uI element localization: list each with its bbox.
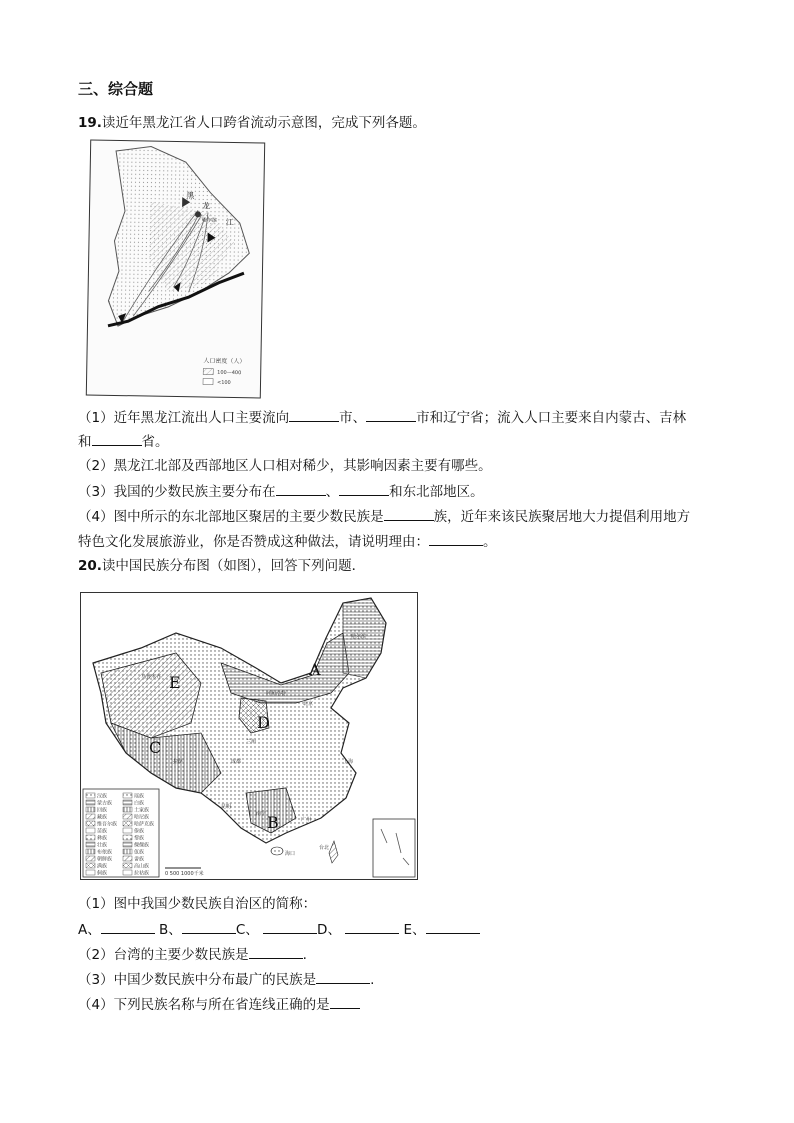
answer-blank-d[interactable] [345,919,399,934]
legend-swatch [86,814,95,819]
legend-label: 回族 [97,807,108,814]
china-ethnic-map [80,592,418,880]
scale-text: 0 500 1000千米 [165,871,204,877]
legend-swatch [86,870,95,875]
city-label: 上海 [343,759,354,765]
legend-label: 朝鲜族 [97,856,113,863]
city-label: 哈尔滨 [351,634,367,640]
legend-swatch [123,828,132,833]
question-20-number: 20. [78,558,102,574]
region-label-c: C [149,738,162,757]
q20-sub1: （1）图中我国少数民族自治区的简称： [78,896,317,912]
q19-sub4-line2: 特色文化发展旅游业，你是否赞成这种做法，请说明理由： 。 [78,531,497,552]
legend-swatch-sparse [203,378,213,384]
legend-swatch [123,849,132,854]
legend-swatch [123,835,132,840]
map-city-label: 哈尔滨 [201,217,217,224]
city-label: 兰州 [246,739,257,745]
legend-swatch [86,835,95,840]
answer-blank[interactable] [92,431,142,446]
migration-map-svg [87,141,264,398]
legend-swatch [86,807,95,812]
question-20-text: 读中国民族分布图（如图），回答下列问题． [101,558,366,574]
map-label-jiang: 江 [225,217,234,228]
legend-swatch [86,828,95,833]
map-label-hei: 黑 [186,191,195,201]
legend-label: 壮族 [97,842,108,849]
q19-sub3: （3）我国的少数民族主要分布在 、 和东北部地区。 [78,481,484,502]
ethnic-map-svg [81,593,417,879]
city-label: 成都 [231,759,242,765]
city-label: 南宁 [256,811,267,817]
south-china-sea-inset [373,819,415,877]
legend-label: 苗族 [97,828,108,835]
legend-swatch-dense [203,368,213,374]
legend-label: 汉族 [97,793,108,800]
legend-label: 哈萨克族 [134,821,155,828]
answer-blank[interactable] [330,994,360,1009]
answer-blank[interactable] [366,407,416,422]
q20-sub2: （2）台湾的主要少数民族是 . [78,944,307,965]
region-label-b: B [267,813,279,832]
section-title: 三、综合题 [78,80,154,98]
question-20-stem [78,556,365,576]
city-label: 昆明 [221,804,232,810]
answer-blank[interactable] [429,531,483,546]
legend-swatch [86,849,95,854]
q20-sub3: （3）中国少数民族中分布最广的民族是 . [78,969,374,990]
city-label: 台北 [319,845,330,851]
legend-swatch [86,821,95,826]
answer-blank-c[interactable] [263,919,317,934]
legend-label: 藏族 [97,814,108,821]
legend-swatch [123,793,132,798]
q20-sub1-answers: A、 B、 C、 D、 E、 [78,919,480,940]
legend-swatch [86,863,95,868]
region-label-d: D [257,713,270,732]
legend-label: 拉祜族 [134,870,150,877]
city-label: 广州 [301,817,312,823]
legend-title: 人口密度（人） [203,357,246,366]
legend-label: 佤族 [134,849,145,856]
legend-label: 瑶族 [134,793,145,800]
legend-label: 土家族 [134,807,150,814]
q20-sub4: （4）下列民族名称与所在省连线正确的是 [78,994,360,1015]
heilongjiang-migration-map [86,139,265,398]
q19-sub1-line2: 和 省。 [78,431,169,452]
hainan-island [271,847,283,855]
legend-label: 彝族 [97,835,108,842]
answer-blank[interactable] [249,944,303,959]
legend-swatch [123,821,132,826]
answer-blank[interactable] [289,407,339,422]
legend-swatch [123,842,132,847]
city-label: 北京 [303,701,314,707]
answer-blank[interactable] [276,481,326,496]
legend-swatch [86,793,95,798]
question-19-stem [78,113,426,133]
legend-label: 哈尼族 [134,814,150,821]
legend-label: 蒙古族 [97,800,113,807]
legend-swatch [123,863,132,868]
legend-label: 满族 [97,863,108,870]
q19-sub4-line1: （4）图中所示的东北部地区聚居的主要少数民族是 族，近年来该民族聚居地大力提倡利用地方 [78,506,690,527]
question-19-number: 19. [78,115,102,131]
legend-swatch [123,800,132,805]
region-label-e: E [169,673,181,692]
q19-sub1-line1: （1）近年黑龙江流出人口主要流向 市、 市和辽宁省；流入人口主要来自内蒙古、吉林 [78,407,686,428]
legend-swatch [86,856,95,861]
city-label: 海口 [285,851,296,857]
answer-blank[interactable] [316,969,370,984]
legend-label: 傣族 [134,828,145,835]
answer-blank[interactable] [384,506,434,521]
legend-label: 黎族 [134,835,145,842]
legend-label: 白族 [134,800,145,807]
answer-blank-a[interactable] [101,919,155,934]
legend-item-1: 100—400 [217,369,242,377]
answer-blank[interactable] [339,481,389,496]
answer-blank-e[interactable] [426,919,480,934]
legend-label: 侗族 [97,870,108,877]
legend-label: 高山族 [134,863,150,870]
legend-item-2: <100 [216,379,231,386]
legend-swatch [86,842,95,847]
question-19-text: 读近年黑龙江省人口跨省流动示意图，完成下列各题。 [101,115,426,131]
legend-label: 布依族 [97,849,113,856]
legend-label: 畲族 [134,856,145,863]
map-label-long: 龙 [202,201,211,211]
city-label: 呼和浩特 [266,691,287,697]
legend-swatch [123,870,132,875]
taiwan-island [329,841,338,863]
q19-sub2: （2）黑龙江北部及西部地区人口相对稀少，其影响因素主要有哪些。 [78,458,492,474]
legend-swatch [123,807,132,812]
city-label: 乌鲁木齐 [141,674,162,680]
region-label-a: A [309,660,321,679]
legend-swatch [86,800,95,805]
legend-label: 维吾尔族 [97,821,118,828]
legend-swatch [123,856,132,861]
answer-blank-b[interactable] [182,919,236,934]
legend-swatch [123,814,132,819]
city-label: 拉萨 [173,759,184,765]
legend-label: 傈僳族 [134,842,150,849]
